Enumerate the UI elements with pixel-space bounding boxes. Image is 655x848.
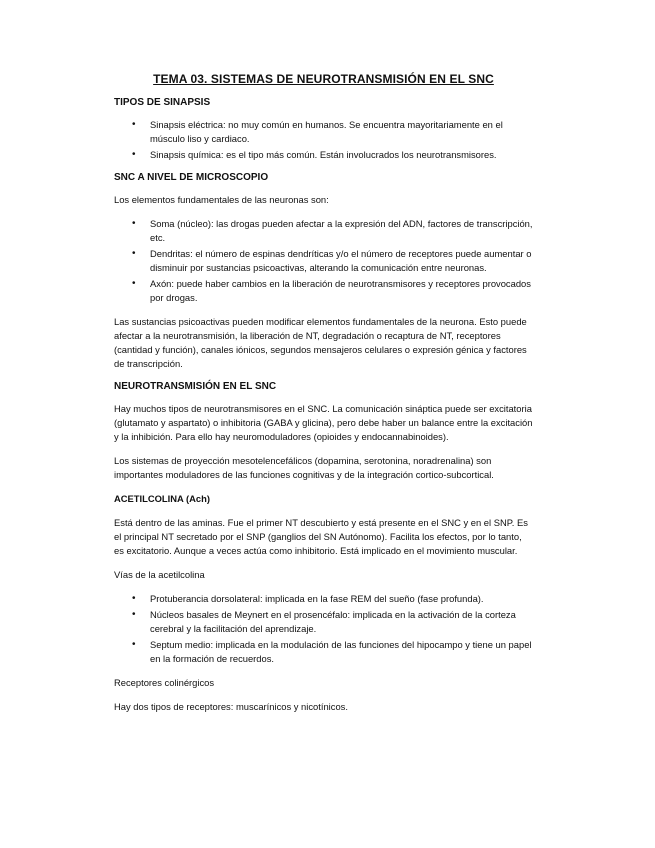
- list-item: • Sinapsis eléctrica: no muy común en humanos. Se encuentra mayoritariamente en el músculo liso y cardiaco.: [132, 119, 503, 144]
- bullet-icon: •: [132, 639, 136, 650]
- paragraph-receptores: Hay dos tipos de receptores: muscarínicos y nicotínicos.: [114, 701, 348, 712]
- paragraph-sustancias: Las sustancias psicoactivas pueden modificar elementos fundamentales de la neurona. Esto puede afectar a la neurotransmisión, la liberación de NT, degradación o recaptura de NT, receptores (cantidad y función), canales iónicos, segundos mensajeros celulares o expresión génica y factores de transcripción.: [114, 316, 527, 369]
- bullet-icon: •: [132, 149, 136, 160]
- bullet-icon: •: [132, 278, 136, 289]
- paragraph-acetilcolina: Está dentro de las aminas. Fue el primer NT descubierto y está presente en el SNC y en el SNP. Es el principal NT secretado por el SNP (ganglios del SN Autónomo). Facilita los efectos, por lo tanto, es excitatorio. Aunque a veces actúa como inhibitorio. Está implicado en el movimiento muscular.: [114, 517, 528, 556]
- bullet-icon: •: [132, 593, 136, 604]
- heading-neurotransmision: NEUROTRANSMISIÓN EN EL SNC: [114, 381, 277, 392]
- list-elementos-neurona: [114, 217, 533, 305]
- list-item: • Núcleos basales de Meynert en el prosencéfalo: implicada en la activación de la corteza cerebral y la facilitación del aprendizaje.: [132, 609, 516, 634]
- list-item: • Sinapsis química: es el tipo más común. Están involucrados los neurotransmisores.: [132, 149, 497, 160]
- heading-acetilcolina: ACETILCOLINA (Ach): [114, 493, 210, 504]
- paragraph-intro: Los elementos fundamentales de las neuronas son:: [114, 194, 329, 205]
- paragraph-neurotransmisores: Hay muchos tipos de neurotransmisores en el SNC. La comunicación sináptica puede ser excitatoria (glutamato y aspartato) o inhibitoria (GABA y glicina), pero debe haber un balance entre la excitación y la inhibición. Para ello hay neuromoduladores (opioides y endocannabinoides).: [114, 403, 533, 442]
- list-vias: [114, 592, 533, 666]
- list-item: • Soma (núcleo): las drogas pueden afectar a la expresión del ADN, factores de transcripción, etc.: [132, 218, 533, 243]
- heading-tipos-sinapsis: TIPOS DE SINAPSIS: [114, 97, 211, 108]
- list-item: • Dendritas: el número de espinas dendríticas y/o el número de receptores puede aumentar o disminuir por sustancias psicoactivas, alterando la comunicación entre neuronas.: [132, 248, 532, 273]
- list-item: • Axón: puede haber cambios en la liberación de neurotransmisores y receptores provocados por drogas.: [132, 278, 531, 303]
- heading-vias-acetilcolina: Vías de la acetilcolina: [114, 569, 205, 580]
- document-title: TEMA 03. SISTEMAS DE NEUROTRANSMISIÓN EN EL SNC: [153, 72, 494, 86]
- bullet-icon: •: [132, 248, 136, 259]
- heading-receptores: Receptores colinérgicos: [114, 677, 215, 688]
- bullet-icon: •: [132, 218, 136, 229]
- heading-snc-microscopio: SNC A NIVEL DE MICROSCOPIO: [114, 172, 269, 183]
- bullet-icon: •: [132, 609, 136, 620]
- paragraph-proyeccion: Los sistemas de proyección mesotelencefálicos (dopamina, serotonina, noradrenalina) son importantes moduladores de las funciones cognitivas y de la integración cortico-subcortical.: [114, 455, 494, 480]
- bullet-icon: •: [132, 119, 136, 130]
- list-item: • Septum medio: implicada en la modulación de las funciones del hipocampo y tiene un papel en la formación de recuerdos.: [132, 639, 532, 664]
- list-tipos-sinapsis: [114, 118, 533, 162]
- list-item: • Protuberancia dorsolateral: implicada en la fase REM del sueño (fase profunda).: [132, 593, 484, 604]
